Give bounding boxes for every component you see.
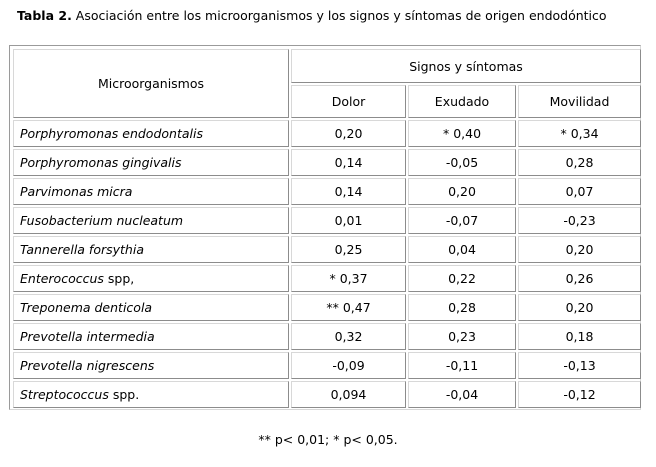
value-cell-dolor: ** 0,47: [291, 294, 406, 321]
table-row: [13, 149, 641, 176]
value-cell-movilidad: 0,26: [518, 265, 641, 292]
value-cell-movilidad: -0,23: [518, 207, 641, 234]
value-cell-exudado: 0,04: [408, 236, 516, 263]
organism-cell: [13, 236, 289, 263]
value-cell-dolor: 0,14: [291, 178, 406, 205]
value-cell-dolor: * 0,37: [291, 265, 406, 292]
value-cell-exudado: 0,23: [408, 323, 516, 350]
value-cell-movilidad: 0,20: [518, 236, 641, 263]
table-row: [13, 323, 641, 350]
table-caption: [17, 7, 607, 25]
value-cell-dolor: 0,01: [291, 207, 406, 234]
table-row: [13, 381, 641, 408]
group-header-signos: Signos y síntomas: [291, 49, 641, 83]
organism-cell: [13, 381, 289, 408]
column-header-movilidad: Movilidad: [518, 85, 641, 118]
table-row: [13, 352, 641, 379]
organism-cell: [13, 120, 289, 147]
value-cell-movilidad: * 0,34: [518, 120, 641, 147]
organism-cell: [13, 265, 289, 292]
table-body: [13, 49, 641, 408]
organism-suffix: spp.: [108, 387, 140, 402]
column-header-exudado: Exudado: [408, 85, 516, 118]
value-cell-dolor: 0,25: [291, 236, 406, 263]
value-cell-exudado: * 0,40: [408, 120, 516, 147]
organism-name: Enterococcus: [20, 271, 104, 286]
organism-name: Parvimonas micra: [20, 184, 133, 199]
table-row: [13, 120, 641, 147]
value-cell-movilidad: -0,12: [518, 381, 641, 408]
table-row: [13, 294, 641, 321]
table-row: [13, 236, 641, 263]
organism-name: Prevotella nigrescens: [20, 358, 155, 373]
caption-label: Tabla 2.: [17, 8, 72, 23]
value-cell-movilidad: 0,28: [518, 149, 641, 176]
organism-cell: [13, 207, 289, 234]
organism-name: Streptococcus: [20, 387, 109, 402]
organism-cell: [13, 149, 289, 176]
footnote: ** p< 0,01; * p< 0,05.: [258, 432, 398, 447]
value-cell-movilidad: 0,18: [518, 323, 641, 350]
value-cell-movilidad: 0,07: [518, 178, 641, 205]
caption-text: Asociación entre los microorganismos y los signos y síntomas de origen endodóntico: [71, 8, 607, 23]
value-cell-movilidad: 0,20: [518, 294, 641, 321]
organism-cell: [13, 178, 289, 205]
column-header-microorganismos: Microorganismos: [13, 49, 289, 118]
value-cell-dolor: 0,20: [291, 120, 406, 147]
value-cell-exudado: 0,28: [408, 294, 516, 321]
table-frame: [9, 45, 641, 410]
organism-name: Tannerella forsythia: [20, 242, 144, 257]
organism-name: Porphyromonas endodontalis: [20, 126, 203, 141]
data-table: [11, 47, 643, 410]
organism-cell: [13, 323, 289, 350]
value-cell-movilidad: -0,13: [518, 352, 641, 379]
value-cell-exudado: -0,11: [408, 352, 516, 379]
organism-name: Porphyromonas gingivalis: [20, 155, 182, 170]
value-cell-exudado: -0,05: [408, 149, 516, 176]
organism-name: Fusobacterium nucleatum: [20, 213, 184, 228]
value-cell-exudado: -0,07: [408, 207, 516, 234]
organism-suffix: spp,: [103, 271, 135, 286]
table-row: [13, 207, 641, 234]
table-row: [13, 178, 641, 205]
value-cell-exudado: 0,22: [408, 265, 516, 292]
column-header-dolor: Dolor: [291, 85, 406, 118]
value-cell-dolor: 0,094: [291, 381, 406, 408]
value-cell-dolor: -0,09: [291, 352, 406, 379]
value-cell-dolor: 0,14: [291, 149, 406, 176]
header-row-group: [13, 49, 641, 83]
value-cell-dolor: 0,32: [291, 323, 406, 350]
table-row: [13, 265, 641, 292]
value-cell-exudado: -0,04: [408, 381, 516, 408]
organism-name: Prevotella intermedia: [20, 329, 155, 344]
organism-name: Treponema denticola: [20, 300, 153, 315]
value-cell-exudado: 0,20: [408, 178, 516, 205]
organism-cell: [13, 352, 289, 379]
organism-cell: [13, 294, 289, 321]
